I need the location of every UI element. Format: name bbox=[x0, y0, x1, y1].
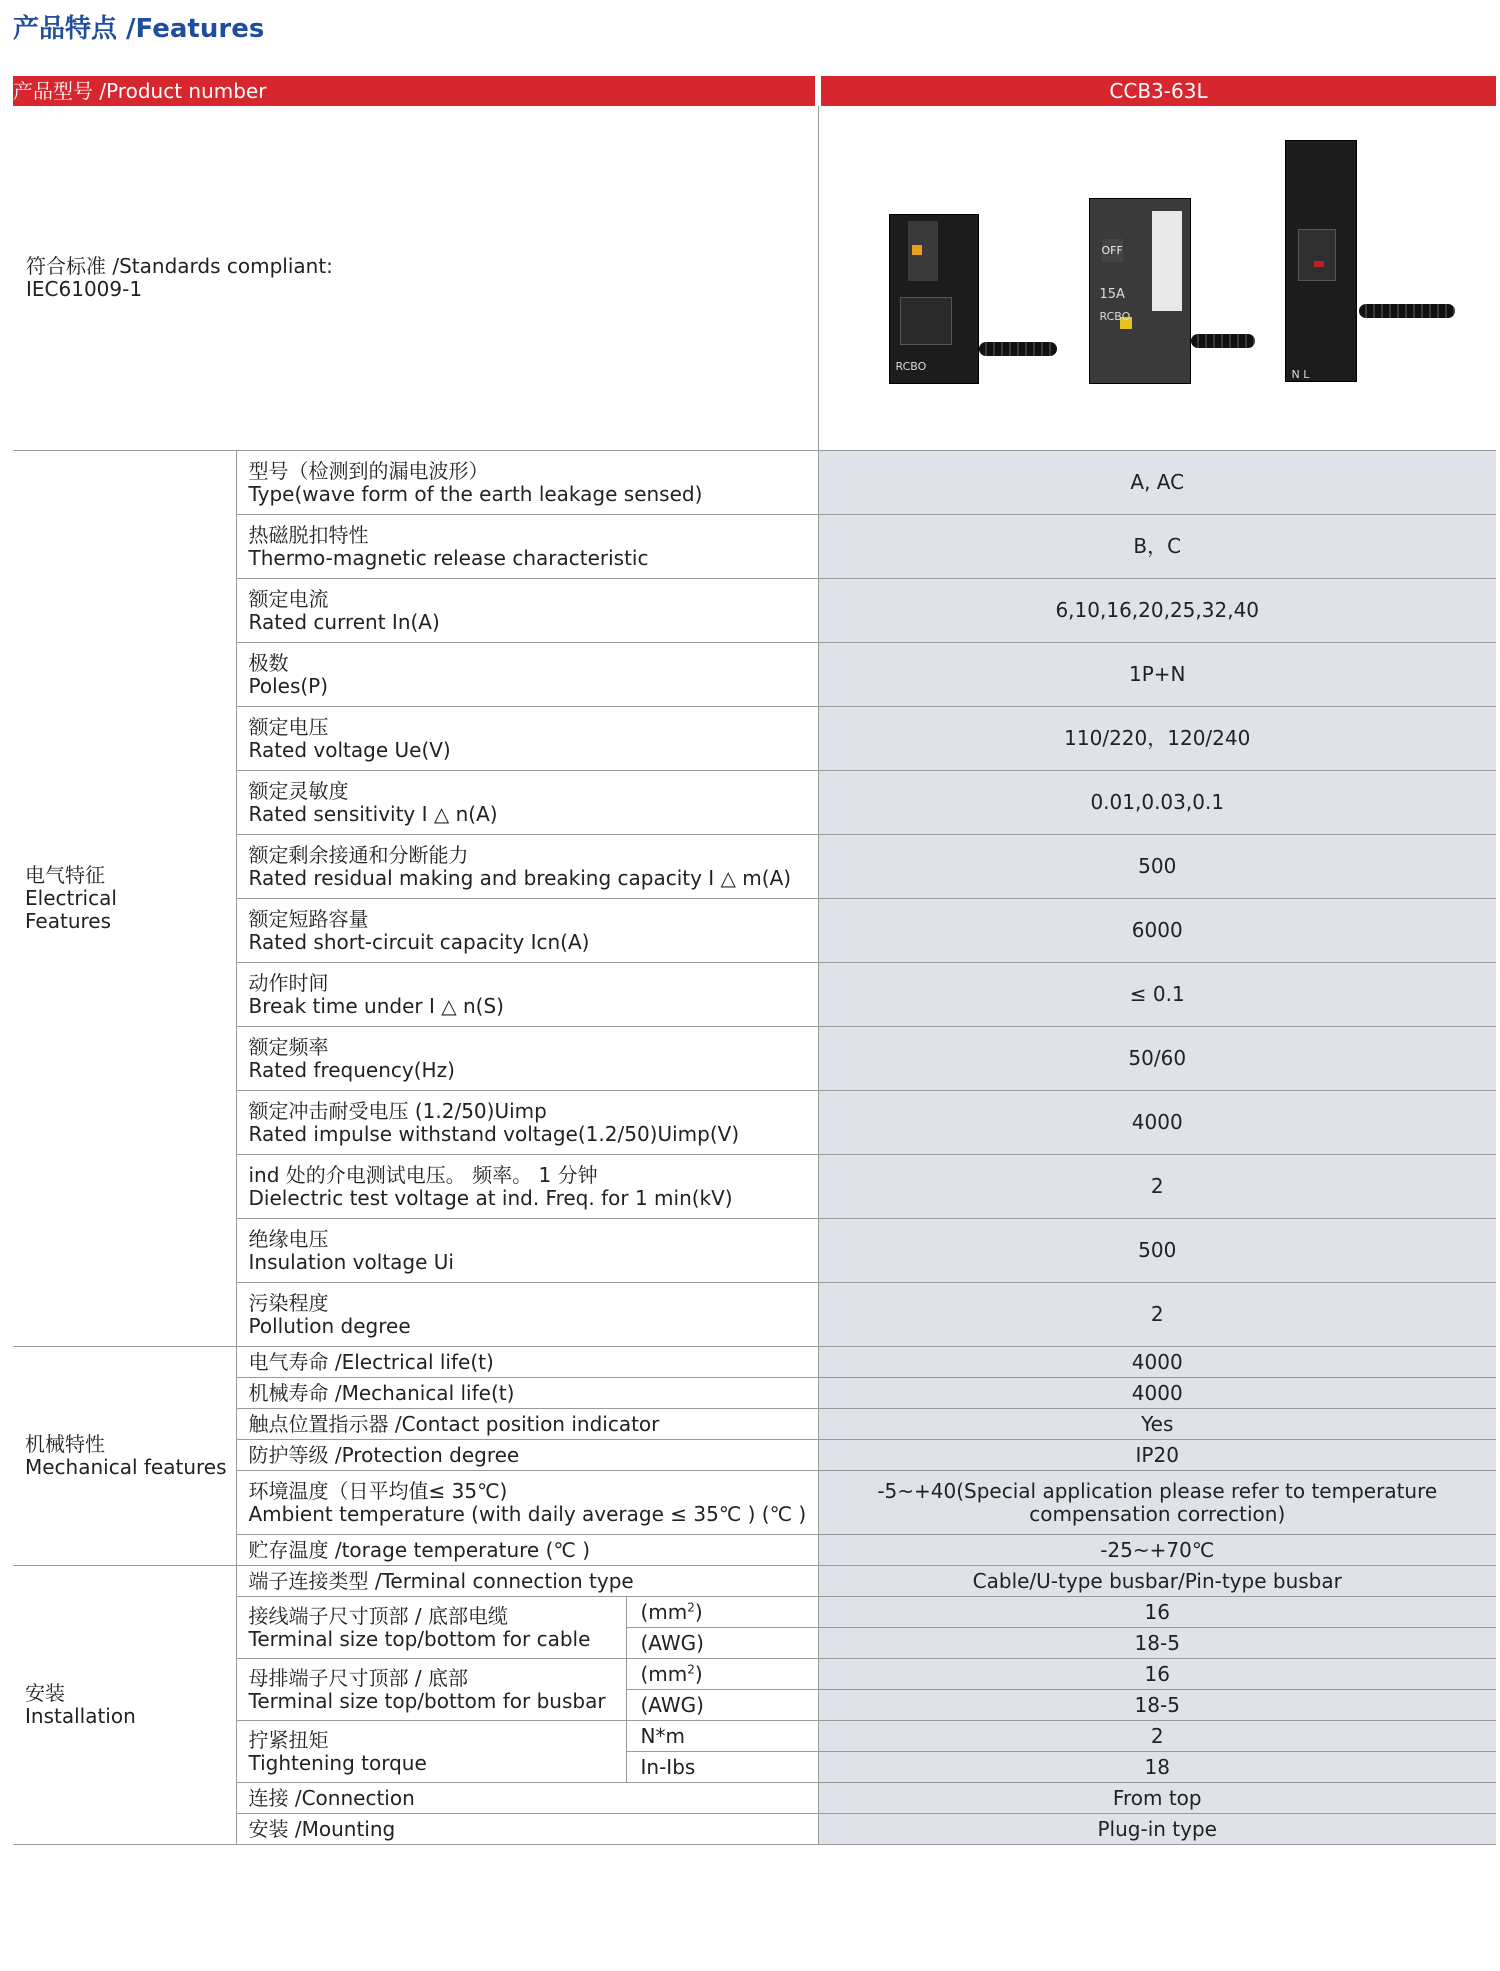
label-en: Type(wave form of the earth leakage sensed) bbox=[248, 481, 703, 506]
param-value: 6000 bbox=[818, 899, 1496, 963]
mechanical-row bbox=[13, 1409, 1496, 1440]
standards-label: 符合标准 /Standards compliant: bbox=[26, 254, 333, 278]
label-en: Rated residual making and breaking capacity I △ m(A) bbox=[248, 865, 792, 890]
electrical-row bbox=[13, 835, 1496, 899]
label-cn: 污染程度 bbox=[248, 1290, 329, 1315]
label-cn: 型号（检测到的漏电波形） bbox=[248, 458, 489, 483]
unit-sup: 2 bbox=[687, 1661, 695, 1676]
param-label bbox=[236, 1155, 818, 1219]
product-number-label: 产品型号 /Product number bbox=[13, 76, 818, 106]
device1-label: RCBO bbox=[895, 360, 927, 373]
unit-label: In-Ibs bbox=[626, 1752, 818, 1783]
label-cn: 母排端子尺寸顶部 / 底部 bbox=[248, 1665, 468, 1690]
label-cn: 热磁脱扣特性 bbox=[248, 522, 369, 547]
unit-label bbox=[626, 1597, 818, 1628]
param-value: 18 bbox=[818, 1752, 1496, 1783]
param-value: 2 bbox=[818, 1283, 1496, 1347]
electrical-row bbox=[13, 515, 1496, 579]
group-en: Electrical bbox=[25, 886, 117, 910]
standards-cell bbox=[13, 106, 818, 451]
coil-cable-3 bbox=[1359, 304, 1455, 318]
param-label: 贮存温度 /torage temperature (℃ ) bbox=[236, 1535, 818, 1566]
label-cn: 额定剩余接通和分断能力 bbox=[248, 842, 469, 867]
coil-cable-1 bbox=[979, 342, 1057, 356]
device2-off-label: OFF bbox=[1102, 239, 1123, 262]
features-table bbox=[13, 76, 1496, 1845]
electrical-row bbox=[13, 579, 1496, 643]
param-value bbox=[818, 1471, 1496, 1535]
param-value: 110/220，120/240 bbox=[818, 707, 1496, 771]
label-en: Break time under I △ n(S) bbox=[248, 993, 504, 1018]
electrical-row bbox=[13, 1283, 1496, 1347]
mechanical-row bbox=[13, 1378, 1496, 1409]
device2-amp-label: 15A bbox=[1099, 287, 1125, 302]
label-cn: 极数 bbox=[248, 650, 289, 675]
param-label bbox=[236, 515, 818, 579]
param-label bbox=[236, 1091, 818, 1155]
param-label: 机械寿命 /Mechanical life(t) bbox=[236, 1378, 818, 1409]
value-line: compensation correction) bbox=[1029, 1501, 1286, 1526]
label-cn: ind 处的介电测试电压。 频率。 1 分钟 bbox=[248, 1162, 598, 1187]
electrical-row bbox=[13, 963, 1496, 1027]
label-en: Rated impulse withstand voltage(1.2/50)Uimp(V) bbox=[248, 1121, 740, 1146]
param-value: 4000 bbox=[818, 1347, 1496, 1378]
group-cn: 机械特性 bbox=[25, 1432, 105, 1456]
standards-row bbox=[13, 106, 1496, 451]
param-value: Cable/U-type busbar/Pin-type busbar bbox=[818, 1566, 1496, 1597]
param-value: From top bbox=[818, 1783, 1496, 1814]
group-en: Features bbox=[25, 909, 111, 933]
label-en: Rated short-circuit capacity Icn(A) bbox=[248, 929, 590, 954]
label-en: Rated frequency(Hz) bbox=[248, 1057, 455, 1082]
param-label: 端子连接类型 /Terminal connection type bbox=[236, 1566, 818, 1597]
product-photo-cell bbox=[818, 106, 1496, 451]
label-cn: 额定电压 bbox=[248, 714, 329, 739]
label-en: Terminal size top/bottom for busbar bbox=[248, 1688, 606, 1713]
param-label bbox=[236, 1471, 818, 1535]
electrical-row bbox=[13, 707, 1496, 771]
label-en: Thermo-magnetic release characteristic bbox=[248, 545, 649, 570]
param-value: IP20 bbox=[818, 1440, 1496, 1471]
param-value: 18-5 bbox=[818, 1690, 1496, 1721]
group-en: Installation bbox=[25, 1704, 136, 1728]
electrical-row bbox=[13, 899, 1496, 963]
unit-text: ) bbox=[694, 1599, 703, 1624]
param-label bbox=[236, 707, 818, 771]
group-cn: 电气特征 bbox=[25, 863, 105, 887]
param-label bbox=[236, 1659, 626, 1721]
electrical-row bbox=[13, 643, 1496, 707]
label-en: Ambient temperature (with daily average ≤ 35℃ ) (℃ ) bbox=[248, 1501, 807, 1526]
product-photo bbox=[819, 106, 1497, 450]
param-value: 16 bbox=[818, 1659, 1496, 1690]
param-label: 电气寿命 /Electrical life(t) bbox=[236, 1347, 818, 1378]
param-label: 防护等级 /Protection degree bbox=[236, 1440, 818, 1471]
torque-row bbox=[13, 1721, 1496, 1752]
param-value: 0.01,0.03,0.1 bbox=[818, 771, 1496, 835]
label-cn: 额定频率 bbox=[248, 1034, 329, 1059]
param-value: Plug-in type bbox=[818, 1814, 1496, 1845]
electrical-group-label bbox=[13, 451, 236, 1347]
terminal-type-row bbox=[13, 1566, 1496, 1597]
label-cn: 环境温度（日平均值≤ 35℃) bbox=[248, 1478, 508, 1503]
label-cn: 额定灵敏度 bbox=[248, 778, 349, 803]
unit-text: ) bbox=[694, 1661, 703, 1686]
label-en: Poles(P) bbox=[248, 673, 329, 698]
param-value: 500 bbox=[818, 1219, 1496, 1283]
value-line: -5~+40(Special application please refer to temperature bbox=[877, 1478, 1438, 1503]
label-en: Pollution degree bbox=[248, 1313, 411, 1338]
param-label bbox=[236, 899, 818, 963]
param-label bbox=[236, 771, 818, 835]
param-value: 18-5 bbox=[818, 1628, 1496, 1659]
param-value: -25~+70℃ bbox=[818, 1535, 1496, 1566]
unit-text: (mm bbox=[640, 1599, 688, 1624]
storage-row bbox=[13, 1535, 1496, 1566]
electrical-row bbox=[13, 1091, 1496, 1155]
label-en: Rated sensitivity I △ n(A) bbox=[248, 801, 498, 826]
param-value: 50/60 bbox=[818, 1027, 1496, 1091]
ambient-row bbox=[13, 1471, 1496, 1535]
page-title: 产品特点 /Features bbox=[13, 14, 265, 44]
param-value: 1P+N bbox=[818, 643, 1496, 707]
cable-row bbox=[13, 1597, 1496, 1628]
param-label bbox=[236, 643, 818, 707]
mounting-row bbox=[13, 1814, 1496, 1845]
param-value: ≤ 0.1 bbox=[818, 963, 1496, 1027]
param-label bbox=[236, 1027, 818, 1091]
param-value: Yes bbox=[818, 1409, 1496, 1440]
device2-rcbo-label: RCBO bbox=[1099, 310, 1131, 323]
electrical-row bbox=[13, 1219, 1496, 1283]
rcbo-device-1 bbox=[889, 214, 979, 384]
param-value: 4000 bbox=[818, 1378, 1496, 1409]
header-row bbox=[13, 76, 1496, 106]
param-label bbox=[236, 579, 818, 643]
unit-label: N*m bbox=[626, 1721, 818, 1752]
param-label bbox=[236, 451, 818, 515]
param-label bbox=[236, 1219, 818, 1283]
label-en: Terminal size top/bottom for cable bbox=[248, 1626, 591, 1651]
label-cn: 额定电流 bbox=[248, 586, 329, 611]
param-value: 2 bbox=[818, 1721, 1496, 1752]
group-cn: 安装 bbox=[25, 1681, 65, 1705]
param-value: 16 bbox=[818, 1597, 1496, 1628]
unit-label bbox=[626, 1659, 818, 1690]
param-value: 4000 bbox=[818, 1091, 1496, 1155]
param-value: 6,10,16,20,25,32,40 bbox=[818, 579, 1496, 643]
label-en: Insulation voltage Ui bbox=[248, 1249, 454, 1274]
label-cn: 接线端子尺寸顶部 / 底部电缆 bbox=[248, 1603, 508, 1628]
mechanical-row bbox=[13, 1347, 1496, 1378]
param-value: A, AC bbox=[818, 451, 1496, 515]
product-model: CCB3-63L bbox=[818, 76, 1496, 106]
electrical-row bbox=[13, 771, 1496, 835]
param-label bbox=[236, 835, 818, 899]
param-value: 500 bbox=[818, 835, 1496, 899]
installation-group-label bbox=[13, 1566, 236, 1845]
unit-sup: 2 bbox=[687, 1599, 695, 1614]
label-cn: 动作时间 bbox=[248, 970, 329, 995]
unit-label: (AWG) bbox=[626, 1690, 818, 1721]
param-label bbox=[236, 1283, 818, 1347]
param-label: 触点位置指示器 /Contact position indicator bbox=[236, 1409, 818, 1440]
param-label bbox=[236, 1597, 626, 1659]
coil-cable-2 bbox=[1191, 334, 1255, 348]
param-value: 2 bbox=[818, 1155, 1496, 1219]
label-en: Dielectric test voltage at ind. Freq. for 1 min(kV) bbox=[248, 1185, 733, 1210]
param-label: 安装 /Mounting bbox=[236, 1814, 818, 1845]
rcbo-device-2 bbox=[1089, 198, 1191, 384]
label-cn: 绝缘电压 bbox=[248, 1226, 329, 1251]
electrical-row bbox=[13, 1027, 1496, 1091]
mechanical-row bbox=[13, 1440, 1496, 1471]
param-label: 连接 /Connection bbox=[236, 1783, 818, 1814]
device3-label: N L bbox=[1291, 368, 1310, 381]
group-en: Mechanical features bbox=[25, 1455, 227, 1479]
label-en: Tightening torque bbox=[248, 1750, 427, 1775]
label-cn: 拧紧扭矩 bbox=[248, 1727, 329, 1752]
param-label bbox=[236, 963, 818, 1027]
label-cn: 额定冲击耐受电压 (1.2/50)Uimp bbox=[248, 1098, 547, 1123]
unit-label: (AWG) bbox=[626, 1628, 818, 1659]
busbar-row bbox=[13, 1659, 1496, 1690]
label-en: Rated current In(A) bbox=[248, 609, 440, 634]
label-en: Rated voltage Ue(V) bbox=[248, 737, 451, 762]
connection-row bbox=[13, 1783, 1496, 1814]
electrical-row bbox=[13, 1155, 1496, 1219]
rcbo-device-3 bbox=[1285, 140, 1357, 382]
label-cn: 额定短路容量 bbox=[248, 906, 369, 931]
unit-text: (mm bbox=[640, 1661, 688, 1686]
param-label bbox=[236, 1721, 626, 1783]
standards-value: IEC61009-1 bbox=[26, 277, 143, 301]
mechanical-group-label bbox=[13, 1347, 236, 1566]
electrical-row bbox=[13, 451, 1496, 515]
param-value: B，C bbox=[818, 515, 1496, 579]
